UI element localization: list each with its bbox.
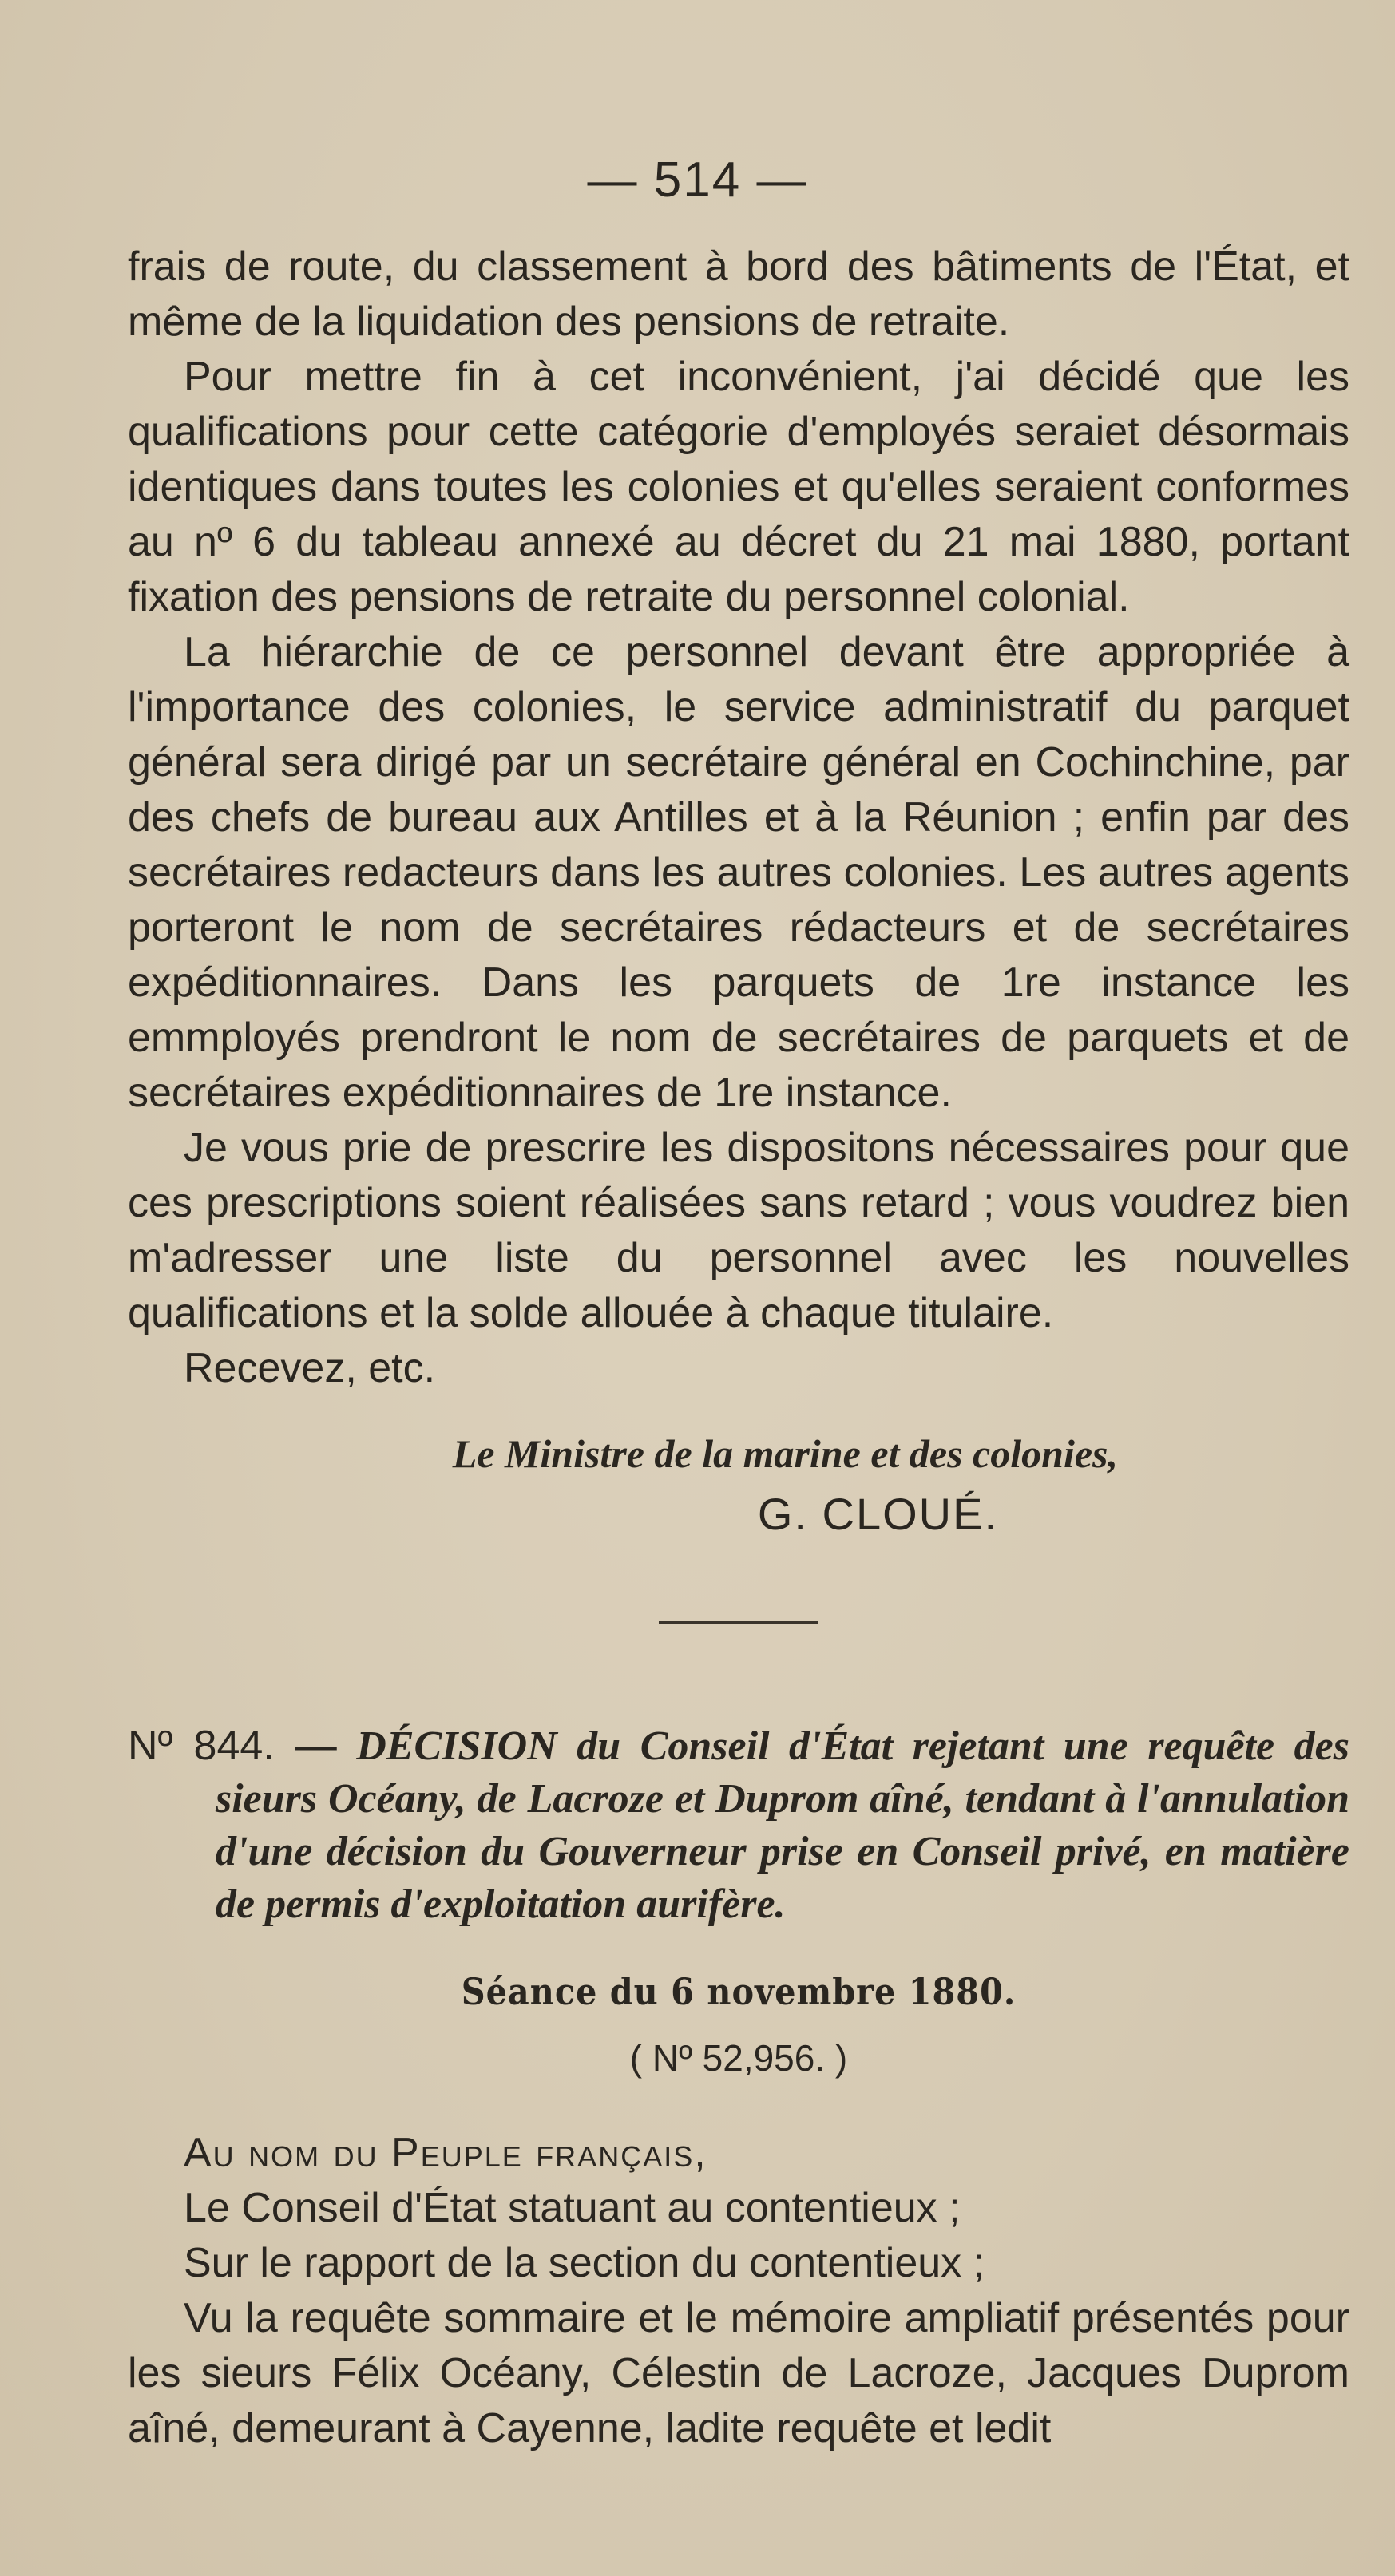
reference-number: ( Nº 52,956. ): [629, 2037, 848, 2079]
signature-name: G. CLOUÉ.: [757, 1489, 998, 1539]
paragraph: Pour mettre fin à cet inconvénient, j'ai décidé que les qualifications pour cette catégorie d'employés seraiet désormais identiques dans toutes les colonies et qu'elles seraient conformes au nº 6 du tableau annexé au décret du 21 mai 1880, portant fixation des pensions de retraite du personnel colonial.: [128, 354, 1349, 620]
session-date: Séance du 6 novembre 1880.: [461, 1970, 1017, 2013]
page-number: — 514 —: [587, 152, 808, 208]
signature-title: Le Ministre de la marine et des colonies,: [452, 1431, 1118, 1476]
preamble: Au nom du Peuple français,: [184, 2130, 707, 2176]
decision-text: [128, 2181, 1349, 2456]
entry-title: DÉCISION du Conseil d'État rejetant une requête des sieurs Océany, de Lacroze et Duprom aîné, tendant à l'annulation d'une décision du Gouverneur prise en Conseil privé, en matière de permis d'exploitation aurifère.: [216, 1723, 1349, 1927]
paragraph: Je vous prie de prescrire les dispositons nécessaires pour que ces prescriptions soient réalisées sans retard ; vous voudrez bien m'adresser une liste du personnel avec les nouvelles qualifications et la solde allouée à chaque titulaire.: [128, 1125, 1349, 1336]
paragraph-continuation: frais de route, du classement à bord des bâtiments de l'État, et même de la liquidation des pensions de retraite.: [128, 243, 1349, 345]
section-divider: [659, 1621, 818, 1624]
entry-heading: [128, 1719, 1349, 1931]
closing-formula: Recevez, etc.: [184, 1345, 436, 1391]
decision-line: Vu la requête sommaire et le mémoire ampliatif présentés pour les sieurs Félix Océany, Célestin de Lacroze, Jacques Duprom aîné, demeurant à Cayenne, ladite requête et ledit: [128, 2295, 1349, 2451]
paragraph: La hiérarchie de ce personnel devant être appropriée à l'importance des colonies, le service administratif du parquet général sera dirigé par un secrétaire général en Cochinchine, par des chefs de bureau aux Antilles et à la Réunion ; enfin par des secrétaires redacteurs dans les autres colonies. Les autres agents porteront le nom de secrétaires rédacteurs et de secrétaires expéditionnaires. Dans les parquets de 1re instance les emmployés prendront le nom de secrétaires de parquets et de secrétaires expéditionnaires de 1re instance.: [128, 629, 1349, 1116]
decision-line: Sur le rapport de la section du contentieux ;: [184, 2240, 985, 2286]
decision-line: Le Conseil d'État statuant au contentieux ;: [184, 2185, 961, 2231]
entry-number: Nº 844. —: [128, 1723, 337, 1769]
document-body: [128, 239, 1349, 2456]
